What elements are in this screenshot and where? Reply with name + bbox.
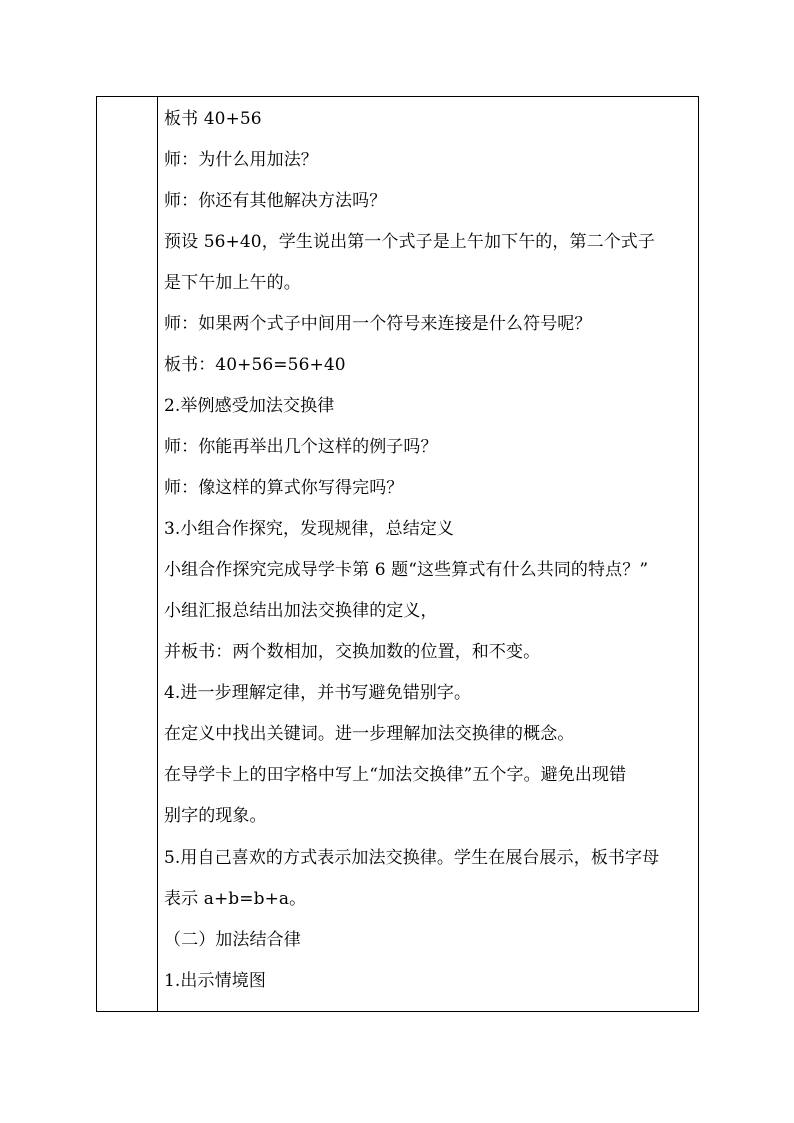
text-line: 2.举例感受加法交换律: [164, 396, 335, 416]
text-line: 并板书：两个数相加，交换加数的位置，和不变。: [164, 642, 541, 662]
text-line: 师：为什么用加法？: [164, 150, 318, 170]
text-line: 是下午加上午的。: [164, 273, 301, 293]
lesson-table: [96, 96, 699, 1012]
text-line: 小组合作探究完成导学卡第 6 题“这些算式有什么共同的特点？”: [164, 560, 649, 580]
text-line: 师：你还有其他解决方法吗？: [164, 191, 387, 211]
text-line: 在定义中找出关键词。进一步理解加法交换律的概念。: [164, 724, 575, 744]
text-line: （二）加法结合律: [164, 930, 301, 950]
text-line: 别字的现象。: [164, 806, 267, 826]
text-line: 4.进一步理解定律，并书写避免错别字。: [164, 683, 472, 703]
column-divider: [157, 97, 158, 1011]
text-line: 师：如果两个式子中间用一个符号来连接是什么符号呢？: [164, 314, 592, 334]
text-line: 1.出示情境图: [164, 971, 266, 991]
text-line: 师：像这样的算式你写得完吗？: [164, 478, 404, 498]
text-line: 表示 a+b=b+a。: [164, 889, 307, 909]
text-line: 5.用自己喜欢的方式表示加法交换律。学生在展台展示，板书字母: [164, 848, 660, 868]
text-line: 板书：40+56=56+40: [164, 355, 346, 375]
text-line: 在导学卡上的田字格中写上“加法交换律”五个字。避免出现错: [164, 765, 627, 785]
text-line: 师：你能再举出几个这样的例子吗？: [164, 437, 438, 457]
text-line: 预设 56+40，学生说出第一个式子是上午加下午的，第二个式子: [164, 232, 656, 252]
text-line: 3.小组合作探究，发现规律，总结定义: [164, 519, 455, 539]
text-line: 小组汇报总结出加法交换律的定义，: [164, 601, 438, 621]
text-line: 板书 40+56: [164, 109, 262, 129]
